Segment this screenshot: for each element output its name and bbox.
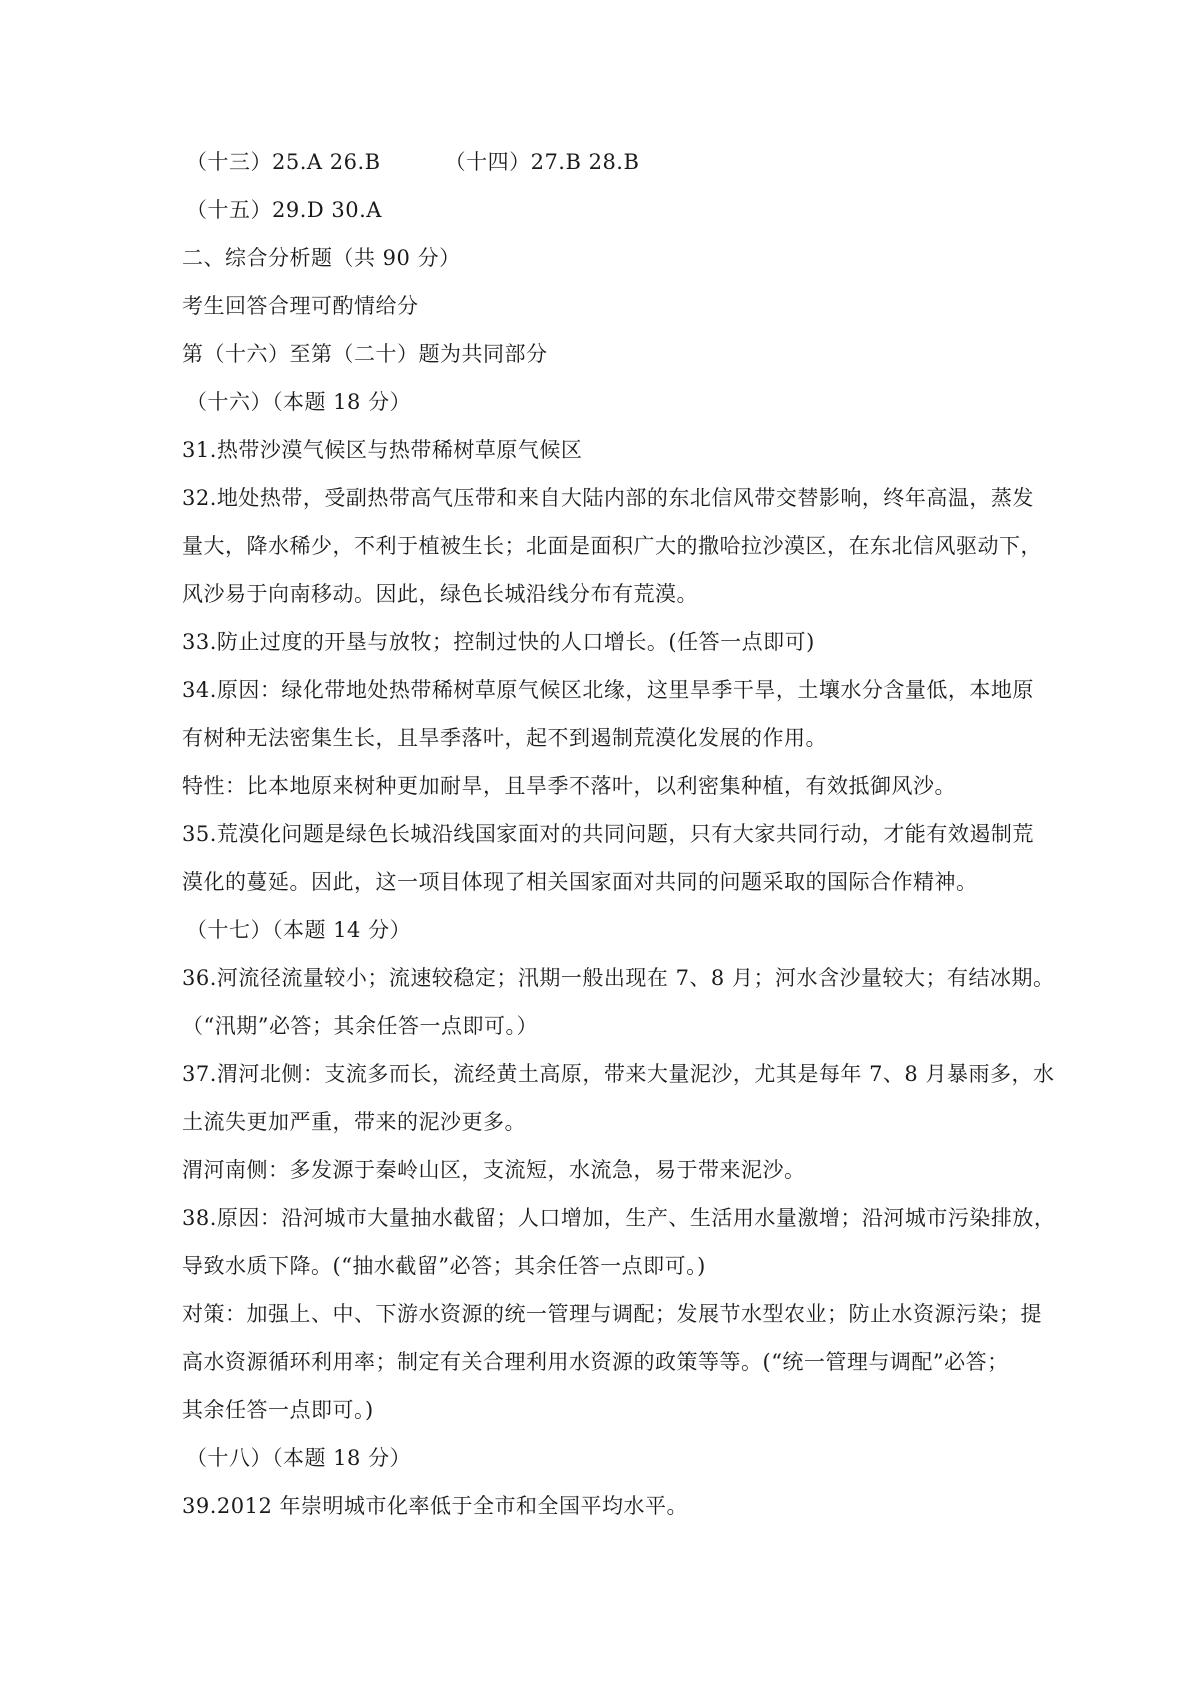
- answer-36-line1: 36.河流径流量较小；流速较稳定；汛期一般出现在 7、8 月；河水含沙量较大；有结冰期。: [182, 966, 1055, 990]
- answer-32-line1: 32.地处热带，受副热带高气压带和来自大陆内部的东北信风带交替影响，终年高温，蒸发: [182, 486, 1034, 510]
- common-part-note: 第（十六）至第（二十）题为共同部分: [182, 342, 548, 366]
- answer-sheet-page: [182, 150, 1056, 1542]
- q18-header: （十八）（本题 18 分）: [186, 1446, 412, 1470]
- answer-37-line1: 37.渭河北侧：支流多而长，流经黄土高原，带来大量泥沙，尤其是每年 7、8 月暴雨多，水: [182, 1062, 1055, 1086]
- answer-36-line2: （“汛期”必答；其余任答一点即可。）: [182, 1014, 538, 1038]
- answer-37-line3: 渭河南侧：多发源于秦岭山区，支流短，水流急，易于带来泥沙。: [182, 1158, 806, 1182]
- answer-38-line1: 38.原因：沿河城市大量抽水截留；人口增加，生产、生活用水量激增；沿河城市污染排放，: [182, 1206, 1056, 1230]
- mc-answers-13: （十三）25.A 26.B: [186, 150, 381, 174]
- answer-38-line3: 对策：加强上、中、下游水资源的统一管理与调配；发展节水型农业；防止水资源污染；提: [182, 1302, 1042, 1326]
- answer-37-line2: 土流失更加严重，带来的泥沙更多。: [182, 1110, 526, 1134]
- mc-answers-15: （十五）29.D 30.A: [186, 198, 382, 222]
- mc-answers-13-14: [182, 150, 1032, 174]
- q17-header: （十七）（本题 14 分）: [186, 918, 412, 942]
- grading-note: 考生回答合理可酌情给分: [182, 294, 419, 318]
- section-title: 二、综合分析题（共 90 分）: [182, 246, 461, 270]
- answer-32-line3: 风沙易于向南移动。因此，绿色长城沿线分布有荒漠。: [182, 582, 698, 606]
- answer-38-line2: 导致水质下降。(“抽水截留”必答；其余任答一点即可。): [182, 1254, 706, 1278]
- answer-39: 39.2012 年崇明城市化率低于全市和全国平均水平。: [182, 1494, 689, 1518]
- answer-35-line1: 35.荒漠化问题是绿色长城沿线国家面对的共同问题，只有大家共同行动，才能有效遏制荒: [182, 822, 1034, 846]
- mc-answers-14: （十四）27.B 28.B: [444, 150, 640, 174]
- answer-38-line5: 其余任答一点即可。): [182, 1398, 374, 1422]
- answer-31: 31.热带沙漠气候区与热带稀树草原气候区: [182, 438, 583, 462]
- answer-34-line2: 有树种无法密集生长，且旱季落叶，起不到遏制荒漠化发展的作用。: [182, 726, 827, 750]
- answer-32-line2: 量大，降水稀少，不利于植被生长；北面是面积广大的撒哈拉沙漠区，在东北信风驱动下，: [182, 534, 1042, 558]
- answer-35-line2: 漠化的蔓延。因此，这一项目体现了相关国家面对共同的问题采取的国际合作精神。: [182, 870, 978, 894]
- answer-34-line3: 特性：比本地原来树种更加耐旱，且旱季不落叶，以利密集种植，有效抵御风沙。: [182, 774, 956, 798]
- answer-33: 33.防止过度的开垦与放牧；控制过快的人口增长。(任答一点即可): [182, 630, 815, 654]
- q16-header: （十六）（本题 18 分）: [186, 390, 412, 414]
- answer-38-line4: 高水资源循环利用率；制定有关合理利用水资源的政策等等。(“统一管理与调配”必答；: [182, 1350, 1009, 1374]
- answer-34-line1: 34.原因：绿化带地处热带稀树草原气候区北缘，这里旱季干旱，土壤水分含量低，本地原: [182, 678, 1034, 702]
